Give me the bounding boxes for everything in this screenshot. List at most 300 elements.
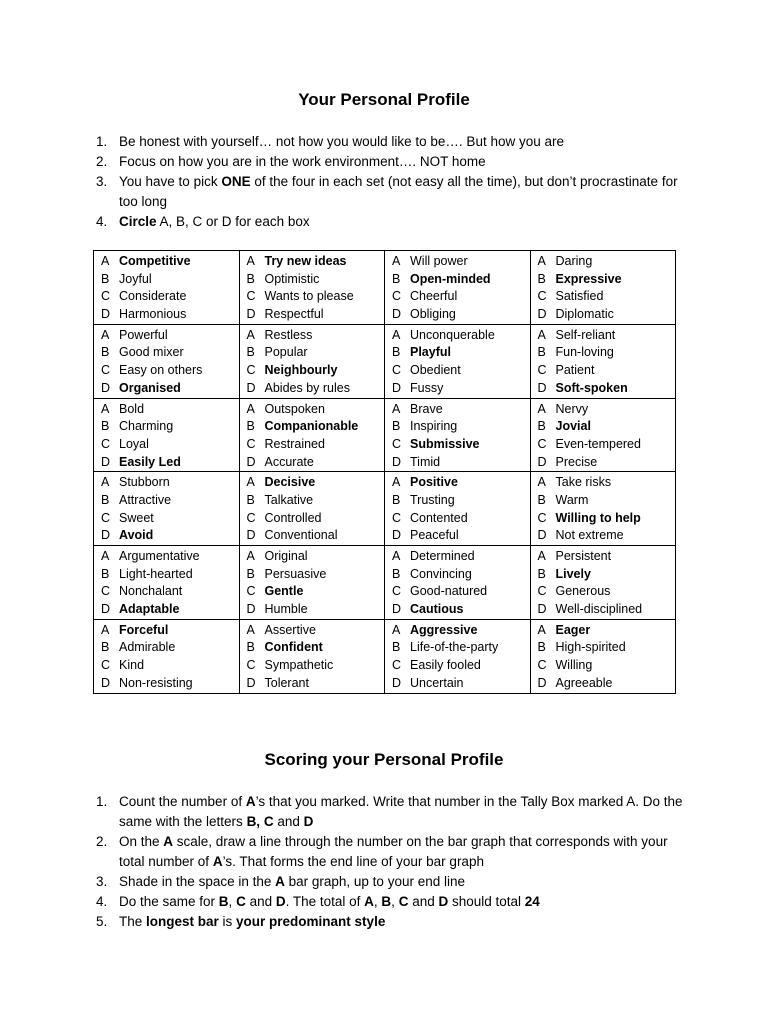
option-word: Submissive [410, 436, 480, 451]
option-letter: C [246, 584, 256, 599]
profile-row [94, 619, 676, 693]
option-letter: B [246, 271, 255, 286]
option-letter: D [246, 675, 256, 690]
instructions-item [96, 212, 686, 232]
option-word: Convincing [410, 566, 472, 581]
option-word: Sympathetic [264, 658, 334, 673]
option-letter: A [392, 549, 401, 563]
profile-box [530, 251, 676, 325]
profile-option[interactable] [247, 344, 385, 362]
option-letter: B [392, 419, 401, 434]
profile-row [94, 546, 676, 620]
profile-option[interactable] [247, 362, 385, 380]
profile-option[interactable] [392, 418, 530, 436]
option-word: Diplomatic [555, 307, 614, 322]
profile-option[interactable] [101, 675, 239, 693]
option-letter: B [392, 566, 401, 581]
option-letter: B [537, 492, 546, 507]
instructions-item-number: 3. [96, 174, 108, 189]
profile-option[interactable] [538, 474, 676, 492]
option-word: High-spirited [555, 640, 626, 655]
profile-option[interactable] [538, 418, 676, 436]
option-letter: D [246, 307, 256, 322]
profile-box [385, 472, 531, 546]
profile-box [94, 398, 240, 472]
profile-option[interactable] [247, 253, 385, 271]
option-letter: C [246, 658, 256, 673]
profile-option[interactable] [101, 401, 239, 419]
profile-option[interactable] [392, 253, 530, 271]
profile-option[interactable] [247, 583, 385, 601]
option-letter: C [392, 436, 402, 451]
instructions-item [96, 172, 686, 212]
option-letter: B [537, 640, 546, 655]
option-letter: B [392, 271, 401, 286]
option-word: Well-disciplined [555, 602, 643, 617]
option-word: Obliging [410, 307, 456, 322]
option-letter: A [101, 475, 110, 490]
option-letter: B [101, 566, 110, 581]
option-word: Good-natured [410, 584, 488, 599]
profile-option[interactable] [247, 622, 385, 640]
profile-option[interactable] [247, 474, 385, 492]
option-word: Jovial [555, 419, 591, 434]
instructions-item-number: 1. [96, 134, 108, 149]
profile-option[interactable] [392, 401, 530, 419]
instructions-item-text: Circle A, B, C or D for each box [119, 214, 310, 229]
option-letter: A [392, 475, 401, 490]
option-word: Humble [264, 602, 308, 617]
profile-option[interactable] [101, 527, 239, 545]
profile-option[interactable] [101, 288, 239, 306]
profile-option[interactable] [538, 657, 676, 675]
profile-option[interactable] [101, 271, 239, 289]
option-word: Generous [555, 584, 611, 599]
option-word: Accurate [264, 454, 314, 469]
profile-row [94, 472, 676, 546]
option-word: Nonchalant [119, 584, 183, 599]
profile-option[interactable] [101, 492, 239, 510]
profile-box [530, 324, 676, 398]
option-word: Easy on others [119, 363, 203, 378]
option-word: Lively [555, 566, 591, 581]
option-word: Patient [555, 363, 595, 378]
option-word: Fussy [410, 380, 444, 395]
profile-box [385, 398, 531, 472]
profile-box [94, 324, 240, 398]
option-letter: C [537, 584, 547, 599]
option-word: Abides by rules [264, 380, 350, 395]
profile-option[interactable] [392, 288, 530, 306]
profile-row [94, 398, 676, 472]
profile-option[interactable] [392, 510, 530, 528]
profile-option[interactable] [247, 327, 385, 345]
profile-option[interactable] [538, 362, 676, 380]
profile-option[interactable] [247, 566, 385, 584]
profile-box [530, 619, 676, 693]
option-word: Will power [410, 254, 468, 268]
profile-option[interactable] [247, 675, 385, 693]
profile-option[interactable] [538, 306, 676, 324]
profile-option[interactable] [538, 401, 676, 419]
profile-option[interactable] [247, 548, 385, 566]
profile-option[interactable] [392, 583, 530, 601]
option-word: Talkative [264, 492, 314, 507]
option-letter: A [392, 622, 401, 637]
option-letter: A [246, 475, 255, 490]
profile-option[interactable] [247, 418, 385, 436]
option-word: Trusting [410, 492, 455, 507]
option-letter: A [101, 401, 110, 416]
profile-option[interactable] [101, 583, 239, 601]
option-letter: A [246, 549, 255, 563]
option-word: Competitive [119, 254, 191, 268]
profile-option[interactable] [247, 454, 385, 472]
profile-box [239, 251, 385, 325]
option-word: Nervy [555, 401, 589, 416]
option-word: Assertive [264, 622, 316, 637]
option-word: Harmonious [119, 307, 187, 322]
option-word: Controlled [264, 510, 322, 525]
option-word: Easily fooled [410, 658, 481, 673]
profile-option[interactable] [101, 454, 239, 472]
option-word: Persistent [555, 549, 612, 563]
option-word: Satisfied [555, 289, 604, 304]
profile-option[interactable] [101, 253, 239, 271]
profile-box [385, 324, 531, 398]
option-word: Good mixer [119, 345, 184, 360]
option-letter: C [392, 363, 402, 378]
profile-option[interactable] [247, 288, 385, 306]
scoring-title: Scoring your Personal Profile [264, 750, 504, 769]
option-word: Powerful [119, 327, 168, 342]
profile-box [530, 546, 676, 620]
option-word: Life-of-the-party [410, 640, 499, 655]
option-word: Soft-spoken [555, 380, 628, 395]
option-letter: C [101, 363, 111, 378]
option-word: Fun-loving [555, 345, 614, 360]
option-word: Charming [119, 419, 174, 434]
profile-option[interactable] [538, 344, 676, 362]
option-word: Light-hearted [119, 566, 193, 581]
profile-option[interactable] [538, 492, 676, 510]
option-word: Bold [119, 401, 145, 416]
profile-option[interactable] [247, 401, 385, 419]
option-word: Tolerant [264, 675, 309, 690]
profile-option[interactable] [247, 492, 385, 510]
option-letter: A [537, 254, 546, 268]
option-letter: B [537, 419, 546, 434]
profile-option[interactable] [101, 380, 239, 398]
option-letter: B [537, 345, 546, 360]
profile-option[interactable] [101, 306, 239, 324]
profile-option[interactable] [101, 362, 239, 380]
profile-box [385, 251, 531, 325]
profile-option[interactable] [392, 306, 530, 324]
option-letter: B [246, 640, 255, 655]
profile-option[interactable] [101, 657, 239, 675]
profile-option[interactable] [538, 253, 676, 271]
option-word: Uncertain [410, 675, 464, 690]
option-word: Avoid [119, 528, 154, 543]
option-word: Neighbourly [264, 363, 338, 378]
instructions-item-text: Be honest with yourself… not how you would like to be…. But how you are [119, 134, 564, 149]
option-letter: B [101, 271, 110, 286]
option-word: Restless [264, 327, 313, 342]
option-letter: A [537, 327, 546, 342]
profile-option[interactable] [392, 566, 530, 584]
option-word: Aggressive [410, 622, 478, 637]
option-letter: C [246, 363, 256, 378]
profile-box [94, 619, 240, 693]
option-letter: C [101, 289, 111, 304]
option-word: Take risks [555, 475, 612, 490]
option-letter: A [101, 254, 110, 268]
instructions-list [96, 132, 686, 232]
profile-option[interactable] [101, 327, 239, 345]
profile-option[interactable] [538, 601, 676, 619]
option-letter: C [537, 289, 547, 304]
profile-box [239, 546, 385, 620]
scoring-item-text: Shade in the space in the A bar graph, up to your end line [119, 874, 465, 889]
option-word: Loyal [119, 436, 149, 451]
profile-option[interactable] [247, 601, 385, 619]
profile-row [94, 251, 676, 325]
option-letter: D [537, 675, 547, 690]
profile-box [239, 324, 385, 398]
profile-option[interactable] [247, 380, 385, 398]
option-letter: D [392, 602, 402, 617]
option-word: Precise [555, 454, 598, 469]
option-letter: D [101, 675, 111, 690]
option-word: Easily Led [119, 454, 181, 469]
scoring-item [96, 872, 686, 892]
scoring-item-number: 1. [96, 794, 108, 809]
option-word: Warm [555, 492, 589, 507]
option-letter: C [246, 436, 256, 451]
profile-option[interactable] [538, 566, 676, 584]
option-letter: A [246, 401, 255, 416]
profile-option[interactable] [392, 362, 530, 380]
profile-option[interactable] [101, 639, 239, 657]
profile-option[interactable] [392, 601, 530, 619]
profile-option[interactable] [538, 639, 676, 657]
option-letter: C [537, 658, 547, 673]
scoring-item [96, 892, 686, 912]
profile-option[interactable] [538, 454, 676, 472]
profile-option[interactable] [247, 639, 385, 657]
option-letter: C [537, 363, 547, 378]
option-word: Forceful [119, 622, 169, 637]
option-word: Companionable [264, 419, 359, 434]
option-letter: D [246, 454, 256, 469]
profile-option[interactable] [392, 327, 530, 345]
scoring-item-number: 5. [96, 914, 108, 929]
profile-box [94, 472, 240, 546]
profile-option[interactable] [392, 271, 530, 289]
scoring-item-text: The longest bar is your predominant style [119, 914, 386, 929]
option-letter: D [101, 454, 111, 469]
option-letter: B [246, 345, 255, 360]
option-letter: C [101, 510, 111, 525]
option-word: Adaptable [119, 602, 180, 617]
option-word: Brave [410, 401, 443, 416]
option-word: Sweet [119, 510, 154, 525]
instructions-item-number: 2. [96, 154, 108, 169]
page-title: Your Personal Profile [298, 90, 470, 109]
option-word: Considerate [119, 289, 187, 304]
option-letter: D [537, 602, 547, 617]
profile-option[interactable] [101, 474, 239, 492]
option-letter: D [101, 380, 111, 395]
profile-option[interactable] [247, 527, 385, 545]
option-letter: D [101, 602, 111, 617]
profile-option[interactable] [538, 380, 676, 398]
option-letter: A [392, 401, 401, 416]
profile-option[interactable] [392, 622, 530, 640]
option-word: Peaceful [410, 528, 459, 543]
profile-option[interactable] [101, 436, 239, 454]
option-letter: D [537, 528, 547, 543]
profile-option[interactable] [538, 510, 676, 528]
option-word: Unconquerable [410, 327, 495, 342]
profile-option[interactable] [101, 418, 239, 436]
profile-option[interactable] [392, 454, 530, 472]
profile-option[interactable] [538, 583, 676, 601]
option-letter: D [537, 307, 547, 322]
profile-option[interactable] [538, 327, 676, 345]
scoring-item [96, 912, 686, 932]
option-word: Kind [119, 658, 145, 673]
profile-option[interactable] [538, 271, 676, 289]
option-letter: D [537, 380, 547, 395]
option-letter: C [101, 436, 111, 451]
option-word: Determined [410, 549, 475, 563]
profile-option[interactable] [392, 548, 530, 566]
option-word: Decisive [264, 475, 316, 490]
profile-box [239, 398, 385, 472]
option-letter: A [101, 327, 110, 342]
option-word: Stubborn [119, 475, 170, 490]
profile-box [94, 546, 240, 620]
option-word: Restrained [264, 436, 325, 451]
option-letter: D [392, 307, 402, 322]
option-word: Popular [264, 345, 308, 360]
profile-option[interactable] [538, 548, 676, 566]
option-letter: D [101, 307, 111, 322]
instructions-item [96, 152, 686, 172]
option-letter: C [101, 584, 111, 599]
option-word: Self-reliant [555, 327, 616, 342]
profile-option[interactable] [538, 622, 676, 640]
option-letter: B [392, 492, 401, 507]
option-letter: C [537, 510, 547, 525]
option-word: Conventional [264, 528, 338, 543]
profile-box [94, 251, 240, 325]
option-word: Confident [264, 640, 323, 655]
profile-option[interactable] [538, 288, 676, 306]
option-word: Timid [410, 454, 441, 469]
profile-option[interactable] [101, 601, 239, 619]
option-letter: B [246, 566, 255, 581]
option-letter: B [101, 419, 110, 434]
option-letter: C [392, 289, 402, 304]
scoring-item-text: Do the same for B, C and D. The total of A, B, C and D should total 24 [119, 894, 540, 909]
profile-option[interactable] [101, 566, 239, 584]
profile-option[interactable] [101, 344, 239, 362]
profile-option[interactable] [247, 657, 385, 675]
option-letter: A [246, 254, 255, 268]
scoring-item-text: On the A scale, draw a line through the number on the bar graph that corresponds with your total number of A’s. That forms the end line of your bar graph [119, 834, 668, 869]
profile-option[interactable] [247, 271, 385, 289]
option-word: Outspoken [264, 401, 325, 416]
option-letter: A [537, 622, 546, 637]
option-word: Eager [555, 622, 591, 637]
profile-option[interactable] [392, 474, 530, 492]
profile-option[interactable] [392, 657, 530, 675]
option-letter: D [392, 528, 402, 543]
profile-option[interactable] [538, 675, 676, 693]
option-word: Wants to please [264, 289, 354, 304]
profile-option[interactable] [392, 380, 530, 398]
option-letter: C [101, 658, 111, 673]
scoring-item [96, 792, 686, 832]
option-word: Gentle [264, 584, 304, 599]
profile-option[interactable] [247, 436, 385, 454]
option-word: Willing [555, 658, 593, 673]
option-word: Persuasive [264, 566, 327, 581]
profile-option[interactable] [247, 306, 385, 324]
profile-option[interactable] [101, 510, 239, 528]
profile-option[interactable] [101, 622, 239, 640]
option-word: Joyful [119, 271, 152, 286]
option-letter: B [392, 640, 401, 655]
option-letter: B [101, 640, 110, 655]
option-word: Daring [555, 254, 593, 268]
option-word: Expressive [555, 271, 622, 286]
profile-option[interactable] [538, 436, 676, 454]
option-letter: D [392, 454, 402, 469]
instructions-item [96, 132, 686, 152]
profile-option[interactable] [392, 492, 530, 510]
option-letter: B [392, 345, 401, 360]
option-letter: D [246, 602, 256, 617]
option-letter: C [246, 289, 256, 304]
option-word: Argumentative [119, 549, 200, 563]
option-word: Agreeable [555, 675, 613, 690]
scoring-item-text: Count the number of A’s that you marked. Write that number in the Tally Box marked A. Do the same with the letters B, C and D [119, 794, 683, 829]
profile-option[interactable] [247, 510, 385, 528]
profile-box [385, 619, 531, 693]
profile-option[interactable] [392, 639, 530, 657]
profile-option[interactable] [392, 527, 530, 545]
profile-option[interactable] [392, 436, 530, 454]
instructions-item-text: You have to pick ONE of the four in each set (not easy all the time), but don’t procrastinate for too long [119, 174, 678, 209]
option-letter: B [537, 271, 546, 286]
option-word: Organised [119, 380, 181, 395]
profile-option[interactable] [392, 675, 530, 693]
option-letter: C [392, 584, 402, 599]
profile-option[interactable] [392, 344, 530, 362]
option-letter: A [537, 549, 546, 563]
scoring-item-number: 3. [96, 874, 108, 889]
profile-option[interactable] [538, 527, 676, 545]
option-letter: B [246, 492, 255, 507]
profile-option[interactable] [101, 548, 239, 566]
option-word: Playful [410, 345, 451, 360]
option-word: Positive [410, 475, 458, 490]
option-word: Respectful [264, 307, 324, 322]
